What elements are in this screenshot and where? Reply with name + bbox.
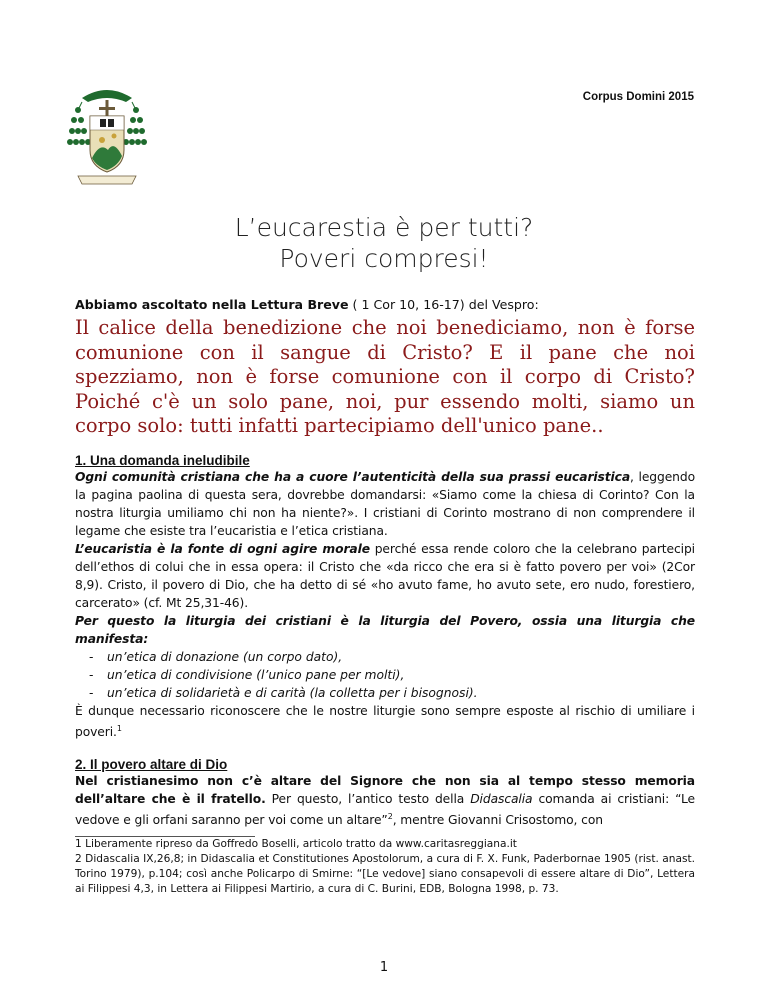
s2-p1-bold: Nel cristianesimo non c’è altare del Signore che non sia al tempo stesso memoria dell’altare che è il fratello. — [75, 773, 695, 806]
footnote-ref-1[interactable]: 1 — [116, 723, 122, 733]
section-1-paragraph-1 — [75, 468, 695, 540]
page-number: 1 — [379, 960, 389, 975]
header-label: Corpus Domini 2015 — [582, 91, 694, 103]
s1-p2-rest: perché essa rende coloro che la celebrano partecipi dell’ethos di colui che in essa opera: il Cristo che «da ricco che era si è fatto povero per voi» (2Cor 8,9). Cristo, il povero di Dio, che ha detto di sé «ho avuto fame, ho avuto sete, ero nudo, forestiero, carcerato» (cf. Mt 25,31-46). — [75, 541, 695, 610]
intro-bold: Abbiamo ascoltato nella Lettura Breve — [75, 297, 349, 312]
s2-p1-a: Per questo, l’antico testo della — [265, 791, 471, 806]
s1-p3: Per questo la liturgia dei cristiani è la liturgia del Povero, ossia una liturgia che manifesta: — [75, 613, 695, 646]
list-item: - un’etica di donazione (un corpo dato), — [75, 648, 695, 666]
footnote-1: 1 Liberamente ripreso da Goffredo Boselli, articolo tratto da www.caritasreggiana.it — [75, 837, 517, 850]
s1-p1-lead: Ogni comunità cristiana che ha a cuore l’autenticità della sua prassi eucaristica — [75, 469, 631, 484]
title-line-2: Poveri compresi! — [279, 244, 489, 273]
s2-p1-b: comanda ai cristiani: “Le vedove e gli orfani saranno per voi come un altare” — [75, 791, 695, 827]
s1-p1-rest: , leggendo la pagina paolina di questa sera, dovrebbe domandarsi: «Siamo come la chiesa di Corinto? Con la nostra liturgia umiliamo chi non ha niente?». I cristiani di Corinto mostrano di non comprendere il legame che esiste tra l’eucaristia e l’etica cristiana. — [75, 469, 695, 538]
footnote-ref-2[interactable]: 2 — [387, 811, 393, 821]
s1-p2-lead: L’eucaristia è la fonte di ogni agire morale — [75, 541, 370, 556]
section-2-title: 2. Il povero altare di Dio — [75, 756, 228, 772]
list-item: - un’etica di solidarietà e di carità (la colletta per i bisognosi). — [75, 684, 695, 702]
ethics-list — [75, 648, 695, 702]
section-1-title: 1. Una domanda ineludibile — [75, 452, 250, 468]
scripture-quote: Il calice della benedizione che noi benediciamo, non è forse comunione con il sangue di Cristo? E il pane che noi spezziamo, non è forse comunione con il corpo di Cristo? Poiché c'è un solo pane, noi, pur essendo molti, siamo un corpo solo: tutti infatti partecipiamo dell'unico pane.. — [75, 316, 695, 437]
coat-of-arms-logo — [62, 80, 152, 195]
s2-p1-italic: Didascalia — [470, 791, 533, 806]
title-line-1: L’eucarestia è per tutti? — [234, 213, 534, 242]
intro-line — [75, 297, 695, 312]
section-1-paragraph-3 — [75, 612, 695, 648]
section-1-paragraph-2 — [75, 540, 695, 612]
intro-rest: ( 1 Cor 10, 16-17) del Vespro: — [348, 297, 539, 312]
list-item: - un’etica di condivisione (l’unico pane per molti), — [75, 666, 695, 684]
main-content — [75, 297, 695, 897]
s2-p1-c: , mentre Giovanni Crisostomo, con — [392, 812, 603, 827]
s1-p4: È dunque necessario riconoscere che le nostre liturgie sono sempre esposte al rischio di umiliare i poveri. — [75, 703, 695, 739]
section-2-paragraph-1 — [75, 772, 695, 829]
footnote-2: 2 Didascalia IX,26,8; in Didascalia et Constitutiones Apostolorum, a cura di F. X. Funk, Paderbornae 1905 (rist. anast. Torino 1979), p.104; così anche Policarpo di Smirne: “[Le vedove] siano consapevoli di essere altare di Dio”, Lettera ai Filippesi 4,3, in Lettera ai Filippesi Martirio, a cura di C. Burini, EDB, Bologna 1998, p. 73. — [75, 852, 695, 895]
section-1-paragraph-4 — [75, 702, 695, 741]
document-title — [0, 212, 768, 274]
